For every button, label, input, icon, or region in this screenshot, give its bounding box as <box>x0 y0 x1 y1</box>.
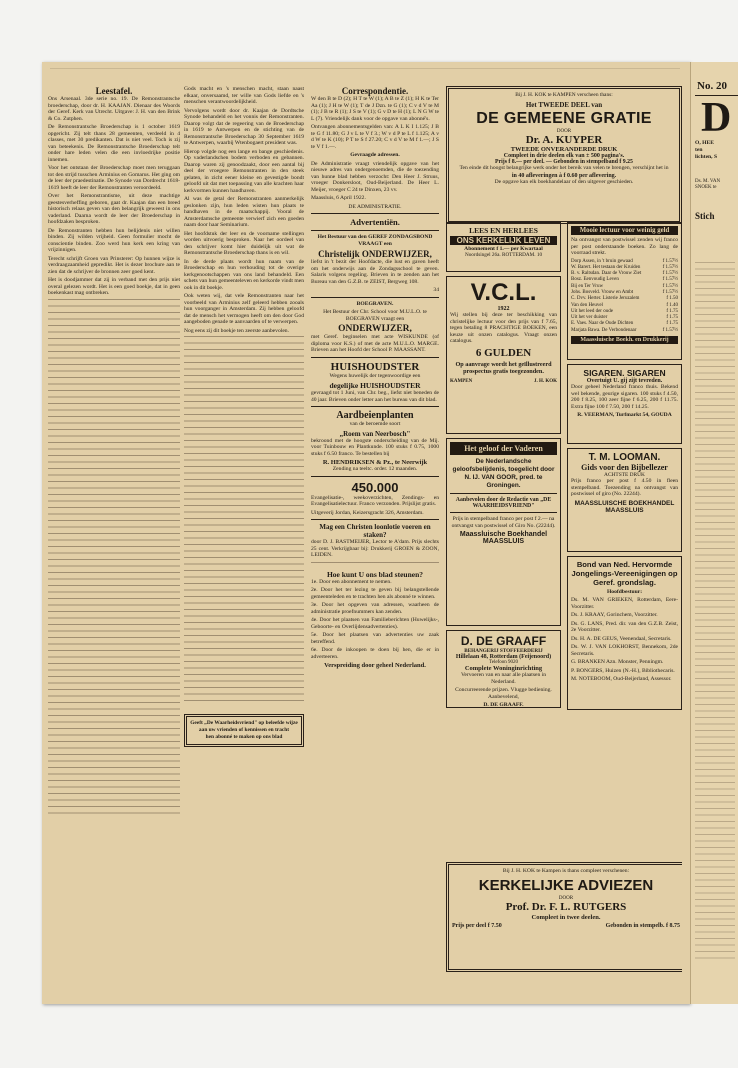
closing-line: Verspreiding door geheel Nederland. <box>324 662 426 669</box>
edge-text-3: lichten, S <box>695 154 718 160</box>
ad3-title2: degelijke HUISHOUDSTER <box>329 381 421 390</box>
ad6-body: door D. J. BASTMEIJER, Lector te A'dam. Prijs slechts 25 cent. Verkrijgbaar bij: Drukkerij GROEN & ZOON, LEIDEN. <box>311 539 439 558</box>
leestafel-p3: Over het Remonstrantisme, uit deze machtige geestesverheffing geboren, gaat dr. Kaajan dan een breed historisch relaas geven van den belangrijk geweest in ons vaderland. Daarna wordt de leer der Broederschap in hoofdzaken besproken. <box>48 193 180 225</box>
gevraagd-text: De Administratie vraagt vriendelijk opgave van het nieuwe adres van ondergenoemden, die de toezending van hunne blad hebben verzocht: Den Heer J. Struus, vroeger Donkersloot, Oud-Beijerland. De Heer L. Meijer, vroeger C 24 te Dinxen, 23 vv. <box>311 160 439 193</box>
kk-price1: Prijs per deel f 7.50 <box>452 922 502 929</box>
advertenties-heading: Advertentiën. <box>350 217 400 227</box>
bond-row-5: Ds. W. J. VAN LOKHORST, Bennekom, 2de Secretaris. <box>571 644 678 657</box>
graaf-heading: Complete Woninginrichting <box>464 665 543 672</box>
support-item-3: 3e. Door het opgeven van adressen, waarheen de administratie proefnummers kan zenden. <box>311 602 439 615</box>
bond-row-2: Ds. J. KRAAY, Gorinchem, Voorzitter. <box>571 612 658 618</box>
geloof-price: Prijs in stempelband franco per post f 2.— na ontvangst van postwissel of Giro No. (22244). <box>451 516 556 529</box>
page-number: No. 20 <box>697 80 727 92</box>
ad-kerkelijk-leven <box>446 222 561 272</box>
looman-sub: Gids voor den Bijbellezer <box>581 463 668 472</box>
leestafel-intro: Ons Arsenaal. 3de serie no. 19. De Remonstrantsche broederschap, door dr. H. KAAJAN. Dienaar des Woords der Geref. Kerk van Utrecht. Uitgave: J. H. van den Brink & Co. Zutphen. <box>48 96 180 122</box>
gg-line3: Ten einde dit hoogst belangrijke werk onder het bereik van velen te brengen, verschijnt het in <box>459 164 669 171</box>
ad4-firm: R. HENDRIKSEN & Pz., te Neerwijk <box>322 459 428 466</box>
lees-title: LEES EN HERLEES <box>469 226 538 235</box>
ad2-title: ONDERWIJZER, <box>338 324 412 334</box>
gg-line4: in 40 afleveringen à f 0.60 per aflevering. <box>511 173 617 179</box>
book-price: f 1.57½ <box>662 264 678 270</box>
ad1-body: liefst in 't bezit der Hoofdacte, die lust en gaven heeft om het onderwijs aan de Zondagsschool te geven. Salaris volgens regeling. Brieven in te zenden aan het Bureau van den G.Z.B. te ZEIST, Bergweg 108. <box>311 259 439 285</box>
gevraagd-heading: Gevraagde adressen. <box>350 152 400 158</box>
ad-zondagsbond <box>311 234 439 294</box>
ad-sigaren <box>567 364 682 444</box>
ad-de-graaff <box>446 630 561 708</box>
book-price: f 1.57½ <box>662 277 678 283</box>
col2-p3: Hierop volgde nog een lange en bange geschiedenis. Op vaderlandschen bodem verboden en gebannen. Daarop waren zij genoodzaakt, door een aantal bij deel der vroegere Remonstranten in den steek gelaten, in zicht eener kleine en gevestigde bondt geloofd uit dat met toepassing van alle krachten haar kerkvormen kunnen handhaven. <box>184 148 304 194</box>
book-price: f 1.57½ <box>662 283 678 289</box>
ad1-num: 34 <box>433 287 439 293</box>
ad2-body: met Geref. beginselen met acte WISKUNDE (of diploma voor K.S.) of met de acte M.U.L.O. MARGE. Brieven aan het Hoofd der School P. MAASSANT. <box>311 334 439 353</box>
ad-aardbeien <box>311 410 439 473</box>
leestafel-p5: Terecht schrijft Groen van Prinsterer: Op hunnen wijze is verdraagzaamheid gepredikt. Het is dezer brochure aan te zien dat de schrijver de bronnen zeer goed kent. <box>48 255 180 275</box>
book-price: f 1.57½ <box>662 271 678 277</box>
promo-line-1: Geeft „De Waarheidsvriend" op beleefde wijze <box>190 720 298 726</box>
edge-text-4: Ds. M. VAN <box>695 179 721 184</box>
vcl-place: KAMPEN <box>450 378 473 384</box>
ad-mooie-lectuur <box>567 222 682 360</box>
bond-label: Hoofdbestuur: <box>606 589 643 595</box>
looman-foot1: MAASSLUISCHE BOEKHANDEL <box>574 499 675 507</box>
kk-door: DOOR <box>558 895 574 901</box>
kk-price2: Gebonden in stempelb. f 8.75 <box>605 922 680 929</box>
ad3-body: gevraagd tot 1 Juni, van Chr. beg., liefst niet beneden de 40 jaar. Brieven onder letter aan het bureau van dit blad. <box>311 390 439 403</box>
ad-loonlotie <box>311 523 439 559</box>
book-price: f 1.40 <box>666 302 678 308</box>
support-item-6: 6e. Door de inkoopen te doen bij hen, die er in adverteeren. <box>311 647 439 660</box>
book-title: W. Barert. Het testaan der Kruiden <box>571 264 641 270</box>
graaf-sub: BEHANGERIJ STOFFEERDERIJ <box>464 648 543 654</box>
gg-author: Dr. A. KUYPER <box>525 133 603 146</box>
book-price: f 1.57½ <box>662 289 678 295</box>
graaf-address: Hillelaan 48, Rotterdam (Feijenoord) <box>455 654 552 660</box>
book-title: B. v. Raltsdan. Daar de Vrouw Ziet <box>571 271 642 277</box>
vcl-text: Wij stellen bij deze ter beschikking van christelijke lectuur voor den prijs van f 7.65, tegen betaling 8 PRACHTIGE BOEKEN, een keuze uit onzen catalogus. Vraagt onzen catalogus. <box>450 312 557 344</box>
ad-huishoudster <box>311 361 439 404</box>
column-correspondence <box>311 86 439 996</box>
lees-subscription: Abonnement f 1.— per Kwartaal <box>464 246 543 252</box>
lees-magazine: ONS KERKELIJK LEVEN <box>450 236 557 245</box>
bond-row-4: Ds. H. A. DE GEUS, Veenendaal, Secretaris. <box>571 635 672 642</box>
book-title: Bosz. Eenvoudig Leven <box>571 277 619 283</box>
vcl-note: Op aanvrage wordt het geïllustreerd prospectus gratis toegezonden. <box>455 360 552 375</box>
ad4-sub: van de beroemde soort <box>349 421 401 427</box>
moois-title: Mooie lectuur voor weinig geld <box>571 226 678 235</box>
looman-edition: ACHTSTE DRUK <box>604 472 645 478</box>
corr-text: W den B te D (2); H T te W (1); A B te Z (1); H K te Ter Aa (1); J H te W (1); T de J Dzn. te G (1); C v d V te M (1); J B te R (1); J S te V (1); G v D te H (1); L N G W te L (7). Vriendelijk dank voor de opgave van abonné's. <box>311 96 439 122</box>
leestafel-p1: De Remonstrantsche Broederschap is 1 october 1619 opgericht. Zij telt thans 28 gemeenten, verdeeld in 4 classes, met 30 predikanten. Dat is niet veel. Toch is zij van beteekenis. De Remonstrantsche Broederschap telt onder hare leden velen die een invloedrijke positie innemen. <box>48 124 180 163</box>
book-title: Marjata Bawa. De Verbondenaar <box>571 327 637 333</box>
ad-boegraven <box>311 301 439 354</box>
ad6-question: Mag een Christen loonlotie voeren en staken? <box>319 523 431 539</box>
geloof-foot1: Maassluische Boekhandel <box>459 531 548 538</box>
ad-kerkelijke-adviezen <box>446 862 682 972</box>
ad7-question: Hoe kunt U ons blad steunen? <box>326 569 424 579</box>
book-title: Johs. Bosveld. Vrouw en Ambt <box>571 289 634 295</box>
bond-row-8: M. NOTEBOOM, Oud-Beijerland, Assessor. <box>571 676 672 682</box>
ad4-foot: Zending na teeltc. order. 12 maanden. <box>332 466 418 472</box>
col2-p4: Al was de getal der Remonstranten aanmerkelijk geslonken zijn, hun leden wisten hun plaats te handhaven in de maatschappij. Vooral de Amsterdamsche gemeente verwierf zich een goeden naam door haar Seminarium. <box>184 196 304 228</box>
col2-p6: In de derde plaats wordt hun naam van de Broederschap en hun verhouding tot de overige kerkgenootschappen van ons land behandeld. Een schets van hun gemeenteleven en kerkorde vindt men ook in dit boekje. <box>184 258 304 291</box>
ad2-place: BOEGRAVEN. <box>356 300 394 307</box>
sigaren-text: Door geheel Nederland franco thuis. Bekend wel bekende, geurige sigaren. 100 stuks f 4.50, 200 f 8.25, 100 zeer fijne f 6.25, 200 f 11.75. Extra fijne 100 f 7.50, 200 f 14.25. <box>571 384 678 410</box>
ad-geloof-vaderen <box>446 438 561 626</box>
book-list-row <box>571 328 678 334</box>
article-body-text <box>48 299 180 819</box>
geloof-foot2: MAASSLUIS <box>482 538 525 545</box>
graaf-signature: D. DE GRAAFF. <box>483 702 524 708</box>
top-border <box>50 68 680 70</box>
bond-title: Bond van Ned. Hervormde Jongelings-Vereenigingen op Geref. grondslag. <box>571 560 678 587</box>
col2-p7: Ook weten wij, dat vele Remonstranten naar het voorbeeld van Arminius zelf geleerd hebben zooals hun voorganger in Amsterdam. Zij hebben geloofd dat de mensch het vermogen heeft om den door God aangeboden genade te aanvaarden of te verwerpen. <box>184 293 304 325</box>
book-price: f 1.57½ <box>662 258 678 264</box>
support-item-1: 1e. Door een abonnement te nemen. <box>311 578 392 585</box>
sigaren-sub: Overtuigt U. gij zijt tevreden. <box>586 378 663 384</box>
geloof-text: De Nederlandsche geloofsbelijdenis, toegelicht door N. IJ. VAN GOOR, pred. te Groningen. <box>452 458 555 489</box>
edge-text-1: O, HEE <box>695 140 714 146</box>
column-leestafel <box>48 86 180 996</box>
edge-stich: Stich <box>695 211 715 221</box>
edge-text-5: SNOEK te <box>695 185 717 190</box>
promo-line-2: aan uw vrienden of kennissen en tracht <box>198 727 290 733</box>
graaf-text2: Concurreerende prijzen. Vlugge bediening. Aanbevelend, <box>455 687 552 700</box>
next-page-edge <box>690 62 738 1004</box>
edge-text-2: ten <box>695 147 703 153</box>
moois-list <box>571 259 678 335</box>
bond-row-7: P. BONGERS, Huizen (N.-H.), Bibliothecaris. <box>571 667 675 674</box>
kk-title: KERKELIJKE ADVIEZEN <box>478 876 654 894</box>
looman-title: T. M. LOOMAN. <box>588 452 661 463</box>
ad2-top: Het Bestuur der Chr. School voor M.U.L.O. te BOEGRAVEN vraagt een <box>323 309 427 322</box>
promo-box <box>184 714 304 747</box>
ad-steunen <box>311 570 439 670</box>
bond-row-1: Ds. M. VAN GRIEKEN, Rotterdam, Eere-Voorzitter. <box>571 597 678 610</box>
looman-text: Prijs franco per post f 4.50 in fleen stempelband. Toezending na ontvangst van postwissel of giro (No. 22244). <box>571 478 678 497</box>
ad1-top: Het Bestuur van den GEREF ZONDAGSBOND VRAAGT een <box>317 234 433 247</box>
vcl-publisher: J. H. KOK <box>533 378 557 384</box>
ads-right <box>567 222 682 714</box>
bond-row-6: G. BRANKEN Azn. Monster, Penningm. <box>571 659 664 665</box>
ad1-title: Christelijk ONDERWIJZER, <box>318 249 432 259</box>
ad5-addr: Uitgeverij Jordan, Keizersgracht 326, Amsterdam. <box>311 509 424 516</box>
column-advertisements <box>446 86 682 996</box>
correspondentie-heading: Correspondentie. <box>341 86 409 96</box>
kk-edition: Compleet in twee deelen. <box>531 913 601 921</box>
col2-p8: Nog eens zij dit boekje ten zeerste aanbevolen. <box>184 327 289 334</box>
sigaren-title: SIGAREN. SIGAREN <box>583 368 666 378</box>
geloof-recommend: Aanbevolen door de Redactie van „DE WAARHEIDSVRIEND" <box>455 497 552 509</box>
kk-author: Prof. Dr. F. L. RUTGERS <box>505 900 627 913</box>
gg-door: DOOR <box>556 128 572 134</box>
gg-line5: De opgave kan elk boekhandelaar of den uitgever geschieden. <box>494 179 634 185</box>
moois-foot: Maassluische Boekh. en Drukkerij <box>571 336 678 344</box>
book-price: f 1.57½ <box>662 327 678 333</box>
book-price: f 1.50 <box>666 296 678 302</box>
leestafel-p2: Voor het ontstaan der Broederschap moet men teruggaan tot den strijd tusschen Arminius en Gomarus. Het ging om de leer der praedestinatie. De Synode van Dordrecht 1618-1619 heeft de leer der Remonstranten veroordeeld. <box>48 165 180 191</box>
support-item-5: 5e. Door het plaatsen van advertenties uw zaak betreffend. <box>311 632 439 645</box>
ad5-num: 450.000 <box>351 479 399 495</box>
gg-edition: TWEEDE ONVERANDERDE DRUK <box>510 145 618 153</box>
col2-p1: Gods macht en 's menschen macht, staan naast elkaar, onversaamd, ter wille van Gods liefde en 's menschen verantwoordelijkheid. <box>184 86 304 105</box>
col2-p2: Vervolgens wordt door dr. Kaajan de Dordtsche Synode behandeld en het vonnis der Remonstranten. Daarop volgt dat de regeering van de Broederschap in 1619 te Antwerpen en de stichting van de Remonstrantsche Broederschap 30 September 1619 te Antwerpen, waarbij Wtenbogaert president was. <box>184 107 304 146</box>
lees-address: Noordsingel 26a. ROTTERDAM. 10 <box>464 252 543 258</box>
corr-text-2: Ontvangen abonnementsgelden van: A L K I 1.125; J B te G f 11.80; G J v L te V f 3.; W v d P te L f 1.125; A v d W te K (10); P T te S f 27.20; C v d V te M f 1.—; J S te V f 1.—. <box>311 124 439 150</box>
col2-p5: Het hoofdstuk der leer en de voorname stellingen worden uitvoerig besproken. Naar het oordeel van den schrijver komt hier duidelijk uit wat de Remonstrantsche Broederschap thans is en wil. <box>184 230 304 256</box>
support-item-2: 2e. Door het ter lezing te geven bij belangstellende gemeenteleden en te trachten hen als abonné te winnen. <box>311 587 439 600</box>
gg-title: DE GEMEENE GRATIE <box>476 109 652 127</box>
ad-evangelisatie <box>311 480 439 517</box>
ad5-body: Evangelisatie-, weekoverzichten, Zendings- en Evangelisatielectuur. Franco verzonden. Prijslijst gratis. <box>311 494 439 507</box>
masthead-fragment: D <box>701 95 732 141</box>
article-body-text-2 <box>184 336 304 706</box>
graaf-title: D. DE GRAAFF <box>460 634 547 648</box>
book-title: C. Dvv. Herter. Listerie Jeruzalem <box>571 296 640 302</box>
vcl-year: 1922 <box>497 306 510 312</box>
ad3-title: HUISHOUDSTER <box>330 360 420 373</box>
book-price: f 1.75 <box>666 321 678 327</box>
book-title: E. Vaes. Naar de Oude Dichten <box>571 321 634 327</box>
ad4-body: bekroond met de hoogste onderscheiding van de Mij. voor Tuinbouw en Plantkunde. 100 stuks f 0.75, 1000 stuks f 6.50 franco. Te bestellen bij <box>311 437 439 457</box>
ad4-name: „Roem van Neerbosch" <box>339 429 411 438</box>
gg-line2: Prijs f 8.— per deel. — Gebonden in stempelband f 9.25 <box>495 158 633 165</box>
book-title: Dorp Assen, in 't bruin gewaad <box>571 258 633 264</box>
book-title: Bij en Ter Vruw <box>571 283 604 289</box>
vcl-price: 6 GULDEN <box>475 346 532 359</box>
book-title: Uit het ver duister <box>571 315 608 321</box>
graaf-phone: Telefoon 9020 <box>489 660 518 665</box>
geloof-title: Het geloof der Vaderen <box>450 442 557 455</box>
ad4-title: Aardbeienplanten <box>336 410 414 421</box>
bond-row-3: Ds. G. LANS, Pred. dir. van den G.Z.B. Zeist, 2e Voorzitter. <box>571 620 678 633</box>
leestafel-p6: Het is doodjammer dat zij in verband met den prijs niet overal gelezen wordt. Het is een goed boekje, dat in geen boekenkast mag ontbreken. <box>48 277 180 296</box>
leestafel-heading: Leestafel. <box>95 86 133 96</box>
gg-sub: Het TWEEDE DEEL van <box>525 100 603 109</box>
book-price: f 1.75 <box>666 308 678 314</box>
book-price: f 1.75 <box>666 315 678 321</box>
column-article-continued <box>184 86 304 996</box>
support-item-4: 4e. Door het plaatsen van Familieberichten (Huwelijks-, Geboorte- en Overlijdensadvertenties). <box>311 617 439 630</box>
book-title: Uit het leed der oude <box>571 308 613 314</box>
ad-bond <box>567 556 682 710</box>
ad3-sub: Wegens huwelijk der tegenwoordige een <box>329 372 421 379</box>
book-title: Van den Heuvel <box>571 302 603 308</box>
sigaren-name: R. VEERMAN, Turfmarkt 54, GOUDA <box>577 412 672 418</box>
corr-date: Maassluis, 6 April 1922. <box>311 195 366 201</box>
ad-vcl <box>446 276 561 434</box>
vcl-logo: V.C.L. <box>470 279 537 306</box>
corr-admin: DE ADMINISTRATIE. <box>348 203 402 210</box>
gg-line1: Compleet in drie deelen elk van ± 500 pagina's. <box>503 152 625 159</box>
leestafel-p4: De Remonstranten hebben hun belijdenis niet willen binden. Zij wilden vrijheid. Geen formulier mocht de conscientie binden. Zoo werd hun kerk een kring van vrijzinnigen. <box>48 227 180 253</box>
ad-looman <box>567 448 682 552</box>
looman-foot2: MAASSLUIS <box>605 506 644 514</box>
promo-line-3: hen abonné te maken op ons blad <box>205 734 283 740</box>
gg-pre: Bij J. H. KOK te KAMPEN verscheen thans: <box>515 92 613 98</box>
moois-intro: Na ontvangst van postwissel zenden wij franco per post onderstaande boeken. Zo lang de voorraad strekt. <box>571 237 678 256</box>
graaf-text: Vervoeren van en naar alle plaatsen in Nederland. <box>460 672 547 685</box>
ads-left <box>446 222 561 712</box>
ad-gemeene-gratie <box>446 86 682 224</box>
kk-pre: Bij J. H. KOK te Kampen is thans compleet verschenen: <box>502 868 630 874</box>
